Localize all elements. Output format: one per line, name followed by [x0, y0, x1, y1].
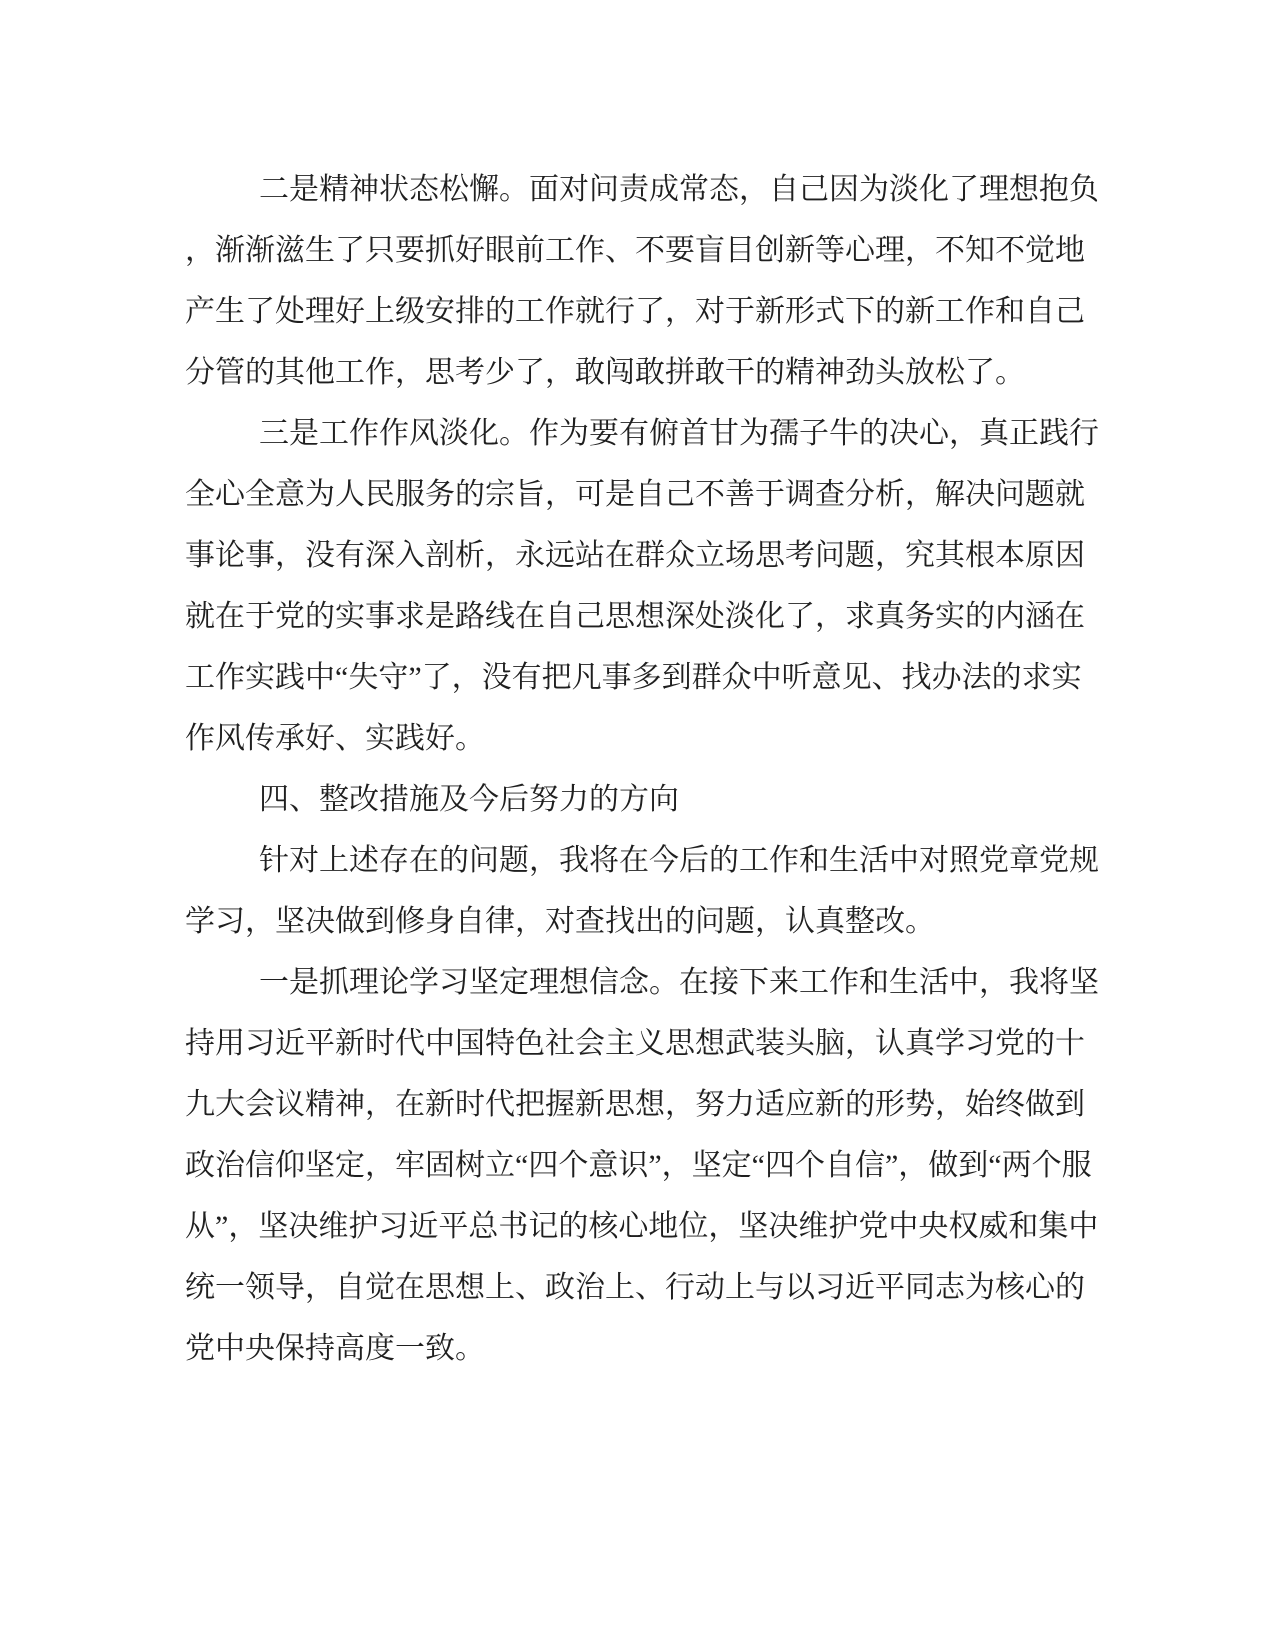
text-line: 全心全意为人民服务的宗旨，可是自己不善于调查分析，解决问题就 — [185, 478, 1085, 511]
text-line: 学习，坚决做到修身自律，对查找出的问题，认真整改。 — [185, 905, 935, 938]
text-line: 九大会议精神，在新时代把握新思想，努力适应新的形势，始终做到 — [185, 1088, 1085, 1121]
text-line: 从”，坚决维护习近平总书记的核心地位，坚决维护党中央权威和集中 — [185, 1210, 1099, 1243]
text-line: 政治信仰坚定，牢固树立“四个意识”，坚定“四个自信”，做到“两个服 — [185, 1149, 1092, 1182]
text-line: 统一领导，自觉在思想上、政治上、行动上与以习近平同志为核心的 — [185, 1271, 1085, 1304]
document-text-block — [185, 159, 1099, 1379]
text-line: 产生了处理好上级安排的工作就行了，对于新形式下的新工作和自己 — [185, 295, 1085, 328]
text-line: 事论事，没有深入剖析，永远站在群众立场思考问题，究其根本原因 — [185, 539, 1085, 572]
text-line: 针对上述存在的问题，我将在今后的工作和生活中对照党章党规 — [259, 844, 1099, 877]
section-heading-line: 四、整改措施及今后努力的方向 — [259, 783, 679, 816]
text-line: 工作实践中“失守”了，没有把凡事多到群众中听意见、找办法的求实 — [185, 661, 1082, 694]
text-line: 党中央保持高度一致。 — [185, 1332, 485, 1365]
text-line: 二是精神状态松懈。面对问责成常态，自己因为淡化了理想抱负 — [259, 173, 1099, 206]
text-line: 作风传承好、实践好。 — [185, 722, 485, 755]
text-line: ，渐渐滋生了只要抓好眼前工作、不要盲目创新等心理，不知不觉地 — [185, 234, 1085, 267]
text-line: 三是工作作风淡化。作为要有俯首甘为孺子牛的决心，真正践行 — [259, 417, 1099, 450]
text-line: 就在于党的实事求是路线在自己思想深处淡化了，求真务实的内涵在 — [185, 600, 1085, 633]
text-line: 分管的其他工作，思考少了，敢闯敢拼敢干的精神劲头放松了。 — [185, 356, 1025, 389]
text-line: 持用习近平新时代中国特色社会主义思想武装头脑，认真学习党的十 — [185, 1027, 1085, 1060]
text-line: 一是抓理论学习坚定理想信念。在接下来工作和生活中，我将坚 — [259, 966, 1099, 999]
